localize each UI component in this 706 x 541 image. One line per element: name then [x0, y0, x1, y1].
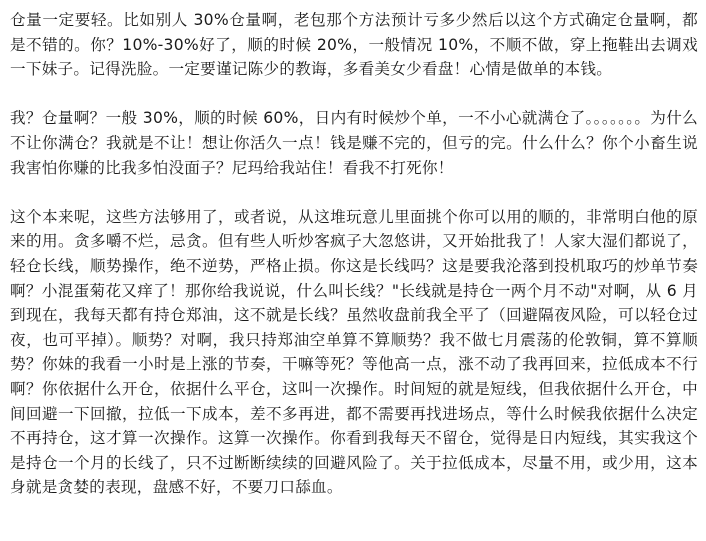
paragraph-position-size: 仓量一定要轻。比如别人 30%仓量啊，老包那个方法预计亏多少然后以这个方式确定仓量啊，都是不错的。你？10%-30%好了，顺的时候 20%，一般情况 10%，不顺不做，穿上拖鞋出去调戏一下妹子。记得洗脸。一定要谨记陈少的教诲，多看美女少看盘！心情是做单的本钱。 [10, 11, 698, 79]
paragraph-own-position: 我？仓量啊？一般 30%，顺的时候 60%，日内有时候炒个单，一不小心就满仓了。。。。。。。为什么不让你满仓？我就是不让！想让你活久一点！钱是赚不完的，但亏的完。什么什么？你个小畜生说我害怕你赚的比我多怕没面子？尼玛给我站住！看我不打死你！ [10, 109, 698, 177]
paragraph-long-term-trading: 这个本来呢，这些方法够用了，或者说，从这堆玩意儿里面挑个你可以用的顺的，非常明白他的原来的用。贪多嚼不烂，忌贪。但有些人听炒客疯子大忽悠讲，又开始批我了！人家大湿们都说了，轻仓长线，顺势操作，绝不逆势，严格止损。你这是长线吗？这是要我沦落到投机取巧的炒单节奏啊？小混蛋菊花又痒了！那你给我说说，什么叫长线？"长线就是持仓一两个月不动"对啊，从 6 月到现在，我每天都有持仓郑油，这不就是长线？虽然收盘前我全平了（回避隔夜风险，可以轻仓过夜，也可平掉）。顺势？对啊，我只持郑油空单算不算顺势？我不做七月震荡的伦敦铜，算不算顺势？你妹的我看一小时是上涨的节奏，干嘛等死？等他高一点，涨不动了我再回来，拉低成本不行啊？你依据什么开仓，依据什么平仓，这叫一次操作。时间短的就是短线，但我依据什么开仓，中间回避一下回撤，拉低一下成本，差不多再进，都不需要再找进场点，等什么时候我依据什么决定不再持仓，这才算一次操作。这算一次操作。你看到我每天不留仓，觉得是日内短线，其实我这个是持仓一个月的长线了，只不过断断续续的回避风险了。关于拉低成本，尽量不用，或少用，这本身就是贪婪的表现，盘感不好，不要刀口舔血。 [10, 207, 698, 497]
document-body [10, 8, 698, 500]
